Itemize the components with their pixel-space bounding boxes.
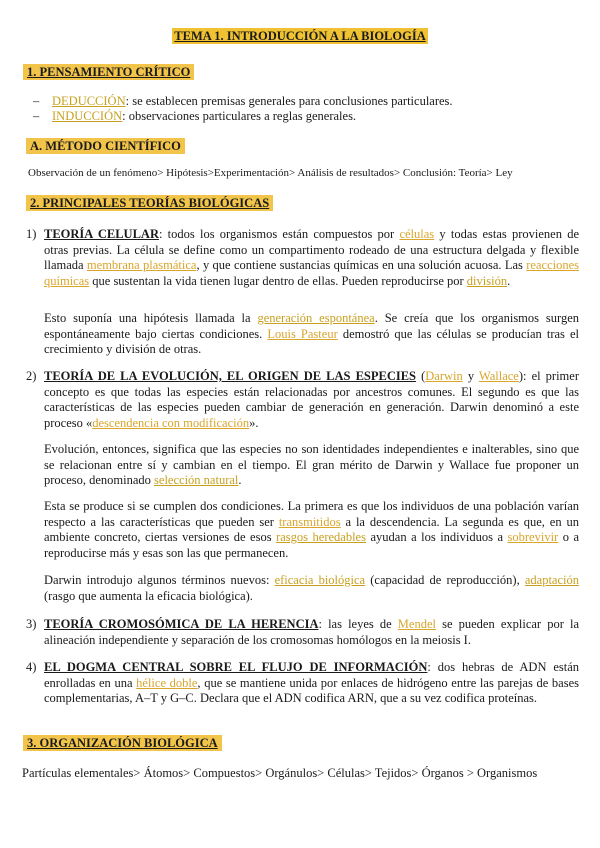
paragraph-evolution-meaning: Evolución, entonces, significa que las especies no son identidades independientes e inalterables, sino que se relacionan entre sí y cambian en el tiempo. El gran mérito de Darwin y Wallace fue proponer un proceso, denominado selección natural. bbox=[44, 442, 579, 488]
section-1-heading: 1. PENSAMIENTO CRÍTICO bbox=[23, 65, 194, 81]
subsection-a-heading: A. MÉTODO CIENTÍFICO bbox=[26, 139, 185, 155]
paragraph-darwin-terms: Darwin introdujo algunos términos nuevos: eficacia biológica (capacidad de reproducción), adaptación (rasgo que aumenta la eficacia biológica). bbox=[44, 573, 579, 603]
scientific-method-chain: Observación de un fenómeno> Hipótesis>Experimentación> Análisis de resultados> Conclusión: Teoría> Ley bbox=[28, 167, 513, 179]
section-2-heading: 2. PRINCIPALES TEORÍAS BIOLÓGICAS bbox=[26, 196, 273, 212]
item-number: 3) bbox=[26, 617, 37, 631]
item-number: 1) bbox=[26, 227, 37, 241]
theory-chromosomal: TEORÍA CROMOSÓMICA DE LA HERENCIA: las leyes de Mendel se pueden explicar por la alineación independiente y separación de los cromosomas homólogos en la meiosis I. bbox=[44, 617, 579, 647]
bullet-deduccion: DEDUCCIÓN: se establecen premisas generales para conclusiones particulares. bbox=[52, 94, 453, 108]
paragraph-spontaneous-generation: Esto suponía una hipótesis llamada la generación espontánea. Se creía que los organismos surgen espontáneamente bajo ciertas condiciones. Louis Pasteur demostró que las células se producían tras el crecimiento y división de otras. bbox=[44, 311, 580, 357]
page-title: TEMA 1. INTRODUCCIÓN A LA BIOLOGÍA bbox=[174, 29, 426, 43]
theory-evolution: TEORÍA DE LA EVOLUCIÓN, EL ORIGEN DE LAS ESPECIES (Darwin y Wallace): el primer concepto es que todas las especies están relacionadas por ancestros comunes. El segundo es que las características de las especies pueden cambiar de generación en generación. Darwin denominó a este proceso «descendencia con modificación». bbox=[44, 369, 579, 430]
bullet-dash: – bbox=[33, 94, 40, 108]
theory-cellular: TEORÍA CELULAR: todos los organismos están compuestos por células y todas estas provienen de otras previas. La célula se define como un compartimento rodeado de una estructura delgada y flexible llamada membrana plasmática, y que contiene sustancias químicas en una solución acuosa. Las reacciones químicas que sustentan la vida tienen lugar dentro de ellas. Pueden reproducirse por división. bbox=[44, 227, 580, 288]
paragraph-conditions: Esta se produce si se cumplen dos condiciones. La primera es que los individuos de una población varían respecto a las características que pueden ser transmitidos a la descendencia. La segunda es que, en un ambiente concreto, ciertas versiones de esos rasgos heredables ayudan a los individuos a sobrevivir o a reproducirse más y esas son las que permanecen. bbox=[44, 499, 579, 560]
theory-central-dogma: EL DOGMA CENTRAL SOBRE EL FLUJO DE INFORMACIÓN: dos hebras de ADN están enrolladas en una hélice doble, que se mantiene unida por enlaces de hidrógeno entre las parejas de bases complementarias, A–T y G–C. Declara que el ADN codifica ARN, que a su vez codifica proteínas. bbox=[44, 660, 580, 706]
item-number: 4) bbox=[26, 660, 37, 674]
item-number: 2) bbox=[26, 369, 37, 383]
bullet-dash: – bbox=[33, 109, 40, 123]
bullet-induccion: INDUCCIÓN: observaciones particulares a reglas generales. bbox=[52, 109, 357, 123]
section-3-heading: 3. ORGANIZACIÓN BIOLÓGICA bbox=[23, 736, 222, 752]
organization-chain: Partículas elementales> Átomos> Compuestos> Orgánulos> Células> Tejidos> Órganos > Organismos bbox=[22, 766, 538, 780]
